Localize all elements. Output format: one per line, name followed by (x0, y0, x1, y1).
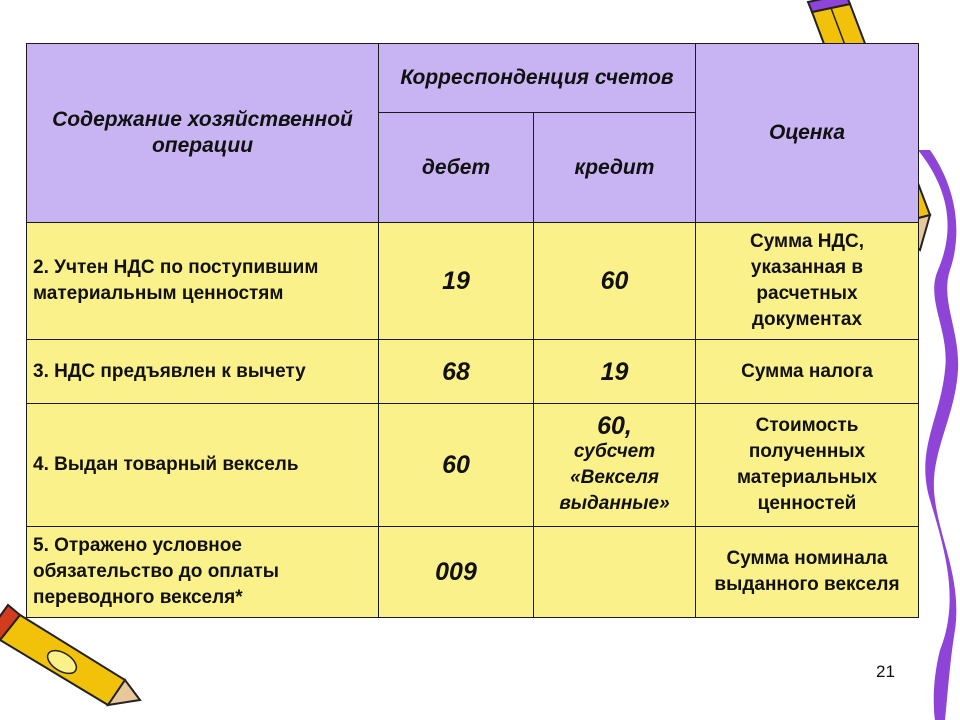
row-content: 5. Отражено условное обязательство до оплаты переводного векселя* (27, 527, 379, 618)
row-evaluation: Стоимость полученных материальных ценностей (696, 404, 919, 527)
header-content-cell: Содержание хозяйственной операции (27, 44, 379, 223)
pencil-bottom-left-icon (0, 605, 140, 705)
row-credit: 19 (534, 340, 696, 404)
row-content: 3. НДС предъявлен к вычету (27, 340, 379, 404)
page-number: 21 (876, 662, 895, 681)
row-evaluation: Сумма налога (696, 340, 919, 404)
accounting-table (26, 43, 919, 618)
row-credit: 60 (534, 223, 696, 340)
row-evaluation: Сумма номинала выданного векселя (696, 527, 919, 618)
row-credit (534, 404, 696, 527)
header-debit-cell: дебет (379, 113, 534, 223)
row-evaluation: Сумма НДС, указанная в расчетных документах (696, 223, 919, 340)
table-row (27, 340, 919, 404)
header-evaluation-cell: Оценка (696, 44, 919, 223)
row-debit: 60 (379, 404, 534, 527)
table-row (27, 223, 919, 340)
row-credit-note: субсчет «Векселя выданные» (559, 441, 670, 514)
row-content: 4. Выдан товарный вексель (27, 404, 379, 527)
row-credit (534, 527, 696, 618)
row-content: 2. Учтен НДС по поступившим материальным ценностям (27, 223, 379, 340)
row-debit: 009 (379, 527, 534, 618)
row-debit: 68 (379, 340, 534, 404)
table-row (27, 527, 919, 618)
row-debit: 19 (379, 223, 534, 340)
header-correspondence-cell: Корреспонденция счетов (379, 44, 696, 113)
header-credit-cell: кредит (534, 113, 696, 223)
row-credit-value: 60, (597, 412, 632, 440)
table-row (27, 404, 919, 527)
